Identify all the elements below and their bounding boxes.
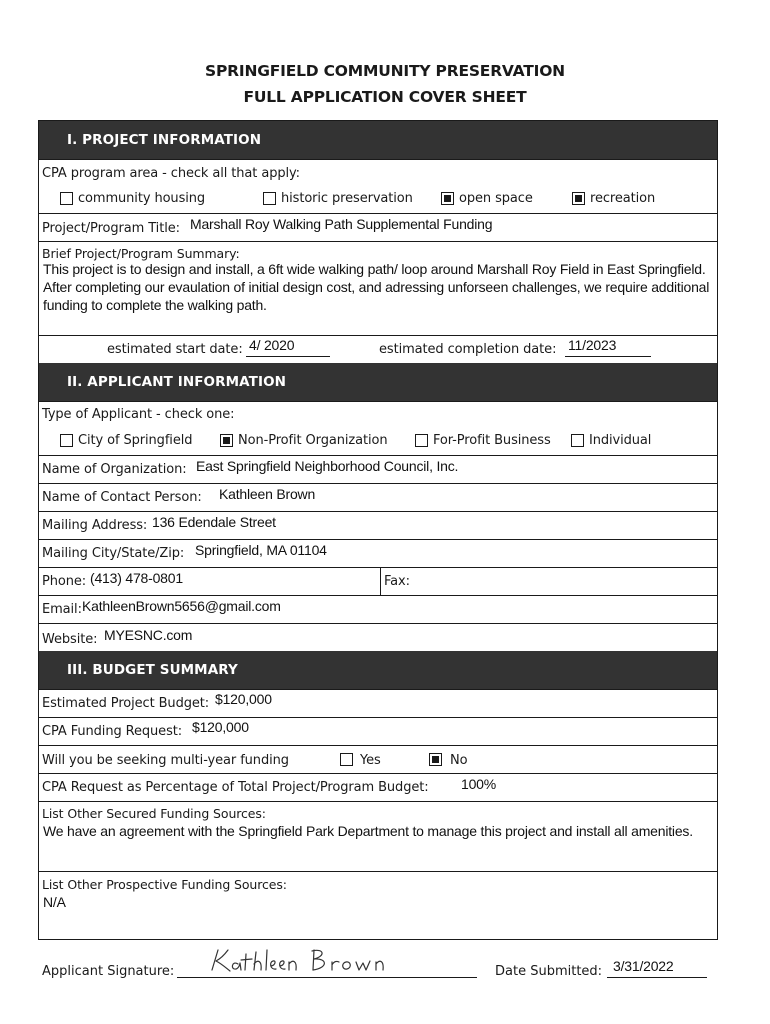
email-row <box>39 595 717 623</box>
project-summary-value[interactable]: This project is to design and install, a 6ft wide walking path/ loop around Marshall Roy Field in East Springfield. After completing our evaulation of initial design cost, and adressing unforseen challenges, we require additional funding to complete the walking path. <box>43 261 710 313</box>
multiyear-no-label: No <box>450 753 468 768</box>
organization-label: Name of Organization: <box>42 462 187 477</box>
project-title-label: Project/Program Title: <box>42 221 180 236</box>
city-row <box>39 539 717 567</box>
form-title-line1: SPRINGFIELD COMMUNITY PRESERVATION <box>205 62 565 80</box>
option-community-housing-label: community housing <box>78 191 206 206</box>
checkbox-individual[interactable] <box>571 434 584 447</box>
funding-request-row <box>39 717 717 745</box>
email-value[interactable]: KathleenBrown5656@gmail.com <box>82 598 281 614</box>
website-label: Website: <box>42 632 98 647</box>
checkbox-open-space[interactable] <box>441 192 454 205</box>
contact-label: Name of Contact Person: <box>42 490 202 505</box>
program-area-label: CPA program area - check all that apply: <box>42 166 300 181</box>
phone-label: Phone: <box>42 574 87 589</box>
applicant-type-options <box>39 429 717 455</box>
estimated-budget-value[interactable]: $120,000 <box>215 691 272 707</box>
contact-row <box>39 483 717 511</box>
multiyear-row <box>39 745 717 773</box>
phone-fax-divider <box>380 568 381 596</box>
project-summary-label: Brief Project/Program Summary: <box>42 246 240 261</box>
option-historic-preservation-label: historic preservation <box>281 191 413 206</box>
address-label: Mailing Address: <box>42 518 148 533</box>
estimated-budget-label: Estimated Project Budget: <box>42 696 210 711</box>
checkbox-for-profit[interactable] <box>415 434 428 447</box>
city-value[interactable]: Springfield, MA 01104 <box>195 542 327 558</box>
organization-row <box>39 455 717 483</box>
estimated-budget-row <box>39 689 717 717</box>
phone-fax-row <box>39 567 717 595</box>
secured-funding-row <box>39 801 717 871</box>
checkbox-recreation[interactable] <box>572 192 585 205</box>
website-row <box>39 623 717 651</box>
type-non-profit-label: Non-Profit Organization <box>238 433 388 448</box>
completion-date-label: estimated completion date: <box>379 342 557 357</box>
applicant-type-label: Type of Applicant - check one: <box>42 407 235 422</box>
prospective-funding-value[interactable]: N/A <box>43 894 66 910</box>
checkbox-community-housing[interactable] <box>60 192 73 205</box>
type-individual-label: Individual <box>589 433 652 448</box>
phone-value[interactable]: (413) 478-0801 <box>90 570 183 586</box>
completion-date-underline <box>565 356 651 357</box>
type-for-profit-label: For-Profit Business <box>433 433 551 448</box>
percent-value[interactable]: 100% <box>461 776 497 792</box>
date-submitted-label: Date Submitted: <box>495 964 603 979</box>
project-dates-row <box>39 335 717 363</box>
completion-date-value[interactable]: 11/2023 <box>568 337 617 353</box>
form-title-line2: FULL APPLICATION COVER SHEET <box>243 88 527 106</box>
date-submitted-value[interactable]: 3/31/2022 <box>613 958 674 974</box>
checkbox-non-profit[interactable] <box>220 434 233 447</box>
signature-image[interactable] <box>204 944 414 978</box>
program-area-row <box>39 159 717 189</box>
checkbox-multiyear-no[interactable] <box>429 753 442 766</box>
section-budget-heading: III. BUDGET SUMMARY <box>39 651 717 689</box>
funding-request-label: CPA Funding Request: <box>42 724 183 739</box>
multiyear-yes-label: Yes <box>360 753 381 768</box>
project-title-value[interactable]: Marshall Roy Walking Path Supplemental Funding <box>190 216 493 232</box>
project-title-row <box>39 213 717 241</box>
prospective-funding-label: List Other Prospective Funding Sources: <box>42 877 287 892</box>
address-row <box>39 511 717 539</box>
start-date-value[interactable]: 4/ 2020 <box>249 337 295 353</box>
section-project-heading: I. PROJECT INFORMATION <box>39 121 717 159</box>
section-applicant-heading: II. APPLICANT INFORMATION <box>39 363 717 401</box>
percent-label: CPA Request as Percentage of Total Project/Program Budget: <box>42 780 429 795</box>
checkbox-city-of-springfield[interactable] <box>60 434 73 447</box>
secured-funding-value[interactable]: We have an agreement with the Springfield Park Department to manage this project and install all amenities. <box>43 823 693 839</box>
signature-label: Applicant Signature: <box>42 964 175 979</box>
application-form <box>38 120 718 940</box>
contact-value[interactable]: Kathleen Brown <box>219 486 316 502</box>
city-label: Mailing City/State/Zip: <box>42 546 185 561</box>
percent-row <box>39 773 717 801</box>
email-label: Email: <box>42 602 82 617</box>
program-area-options <box>39 189 717 213</box>
checkbox-multiyear-yes[interactable] <box>340 753 353 766</box>
start-date-underline <box>246 356 330 357</box>
multiyear-label: Will you be seeking multi-year funding <box>42 753 289 768</box>
secured-funding-label: List Other Secured Funding Sources: <box>42 806 266 821</box>
prospective-funding-row <box>39 871 717 940</box>
project-summary-row <box>39 241 717 335</box>
option-recreation-label: recreation <box>590 191 656 206</box>
option-open-space-label: open space <box>459 191 533 206</box>
type-city-label: City of Springfield <box>78 433 193 448</box>
date-submitted-underline <box>607 977 707 978</box>
checkbox-historic-preservation[interactable] <box>263 192 276 205</box>
fax-label: Fax: <box>384 574 410 589</box>
applicant-type-row <box>39 401 717 429</box>
funding-request-value[interactable]: $120,000 <box>192 719 249 735</box>
address-value[interactable]: 136 Edendale Street <box>152 514 276 530</box>
website-value[interactable]: MYESNC.com <box>104 627 193 643</box>
start-date-label: estimated start date: <box>107 342 243 357</box>
organization-value[interactable]: East Springfield Neighborhood Council, Inc. <box>196 458 459 474</box>
